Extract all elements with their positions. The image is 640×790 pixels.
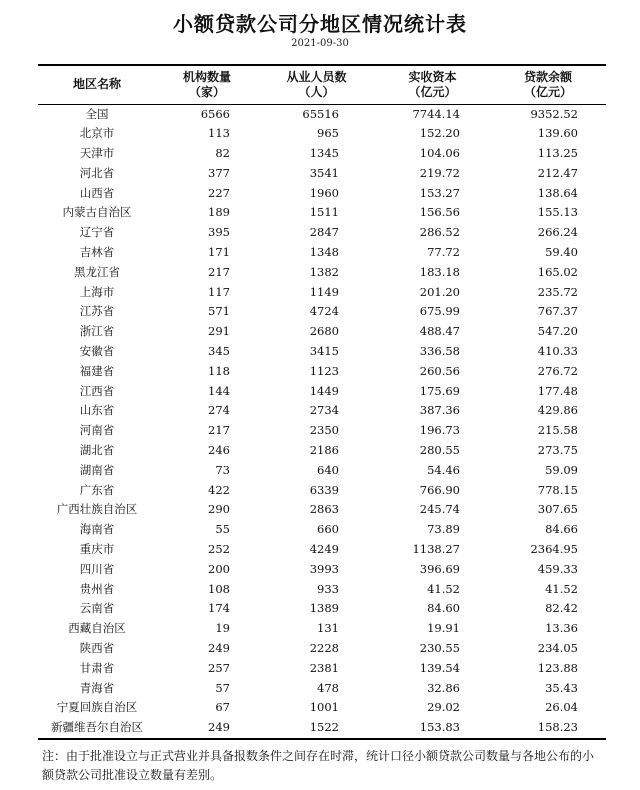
employees-cell: 1960 <box>309 185 339 200</box>
institutions-cell: 67 <box>215 700 230 715</box>
loan-balance-cell: 9352.52 <box>530 106 578 121</box>
table-row <box>38 362 606 382</box>
paid-in-capital-cell: 19.91 <box>427 621 460 636</box>
paid-in-capital-cell: 280.55 <box>419 443 460 458</box>
paid-in-capital-cell: 219.72 <box>419 165 460 180</box>
table-row <box>38 124 606 144</box>
employees-cell: 1511 <box>309 205 339 220</box>
column-header-institutions <box>156 65 258 104</box>
region-cell: 湖北省 <box>79 443 115 458</box>
institutions-cell: 345 <box>208 344 230 359</box>
loan-balance-cell: 2364.95 <box>530 542 578 557</box>
loan-balance-cell: 307.65 <box>537 502 578 517</box>
region-cell: 宁夏回族自治区 <box>56 700 138 715</box>
paid-in-capital-cell: 336.58 <box>419 344 460 359</box>
paid-in-capital-cell: 488.47 <box>419 324 460 339</box>
institutions-cell: 217 <box>208 423 230 438</box>
institutions-cell: 174 <box>208 601 230 616</box>
table-row <box>38 322 606 342</box>
table-row <box>38 302 606 322</box>
institutions-cell: 422 <box>208 482 230 497</box>
institutions-cell: 118 <box>208 363 230 378</box>
region-cell: 广东省 <box>79 482 115 497</box>
employees-cell: 3415 <box>309 344 339 359</box>
employees-cell: 131 <box>317 621 339 636</box>
employees-cell: 1389 <box>309 601 339 616</box>
table-row <box>38 639 606 659</box>
paid-in-capital-cell: 153.27 <box>419 185 460 200</box>
institutions-cell: 291 <box>208 324 230 339</box>
loan-balance-cell: 273.75 <box>537 443 578 458</box>
loan-balance-cell: 459.33 <box>537 561 578 576</box>
region-cell: 浙江省 <box>79 324 115 339</box>
table-row <box>38 461 606 481</box>
region-cell: 江西省 <box>79 383 115 398</box>
paid-in-capital-cell: 245.74 <box>419 502 460 517</box>
employees-cell: 6339 <box>309 482 339 497</box>
paid-in-capital-cell: 1138.27 <box>412 542 460 557</box>
employees-cell: 2350 <box>309 423 339 438</box>
region-cell: 黑龙江省 <box>74 264 120 279</box>
employees-cell: 2381 <box>309 660 339 675</box>
table-row <box>38 203 606 223</box>
region-cell: 江苏省 <box>79 304 115 319</box>
region-cell: 山西省 <box>79 185 115 200</box>
institutions-cell: 227 <box>208 185 230 200</box>
institutions-cell: 200 <box>208 561 230 576</box>
employees-cell: 1522 <box>309 720 339 735</box>
institutions-cell: 171 <box>208 245 230 260</box>
table-row <box>38 164 606 184</box>
loan-balance-cell: 123.88 <box>537 660 578 675</box>
employees-cell: 478 <box>317 680 339 695</box>
institutions-cell: 108 <box>208 581 230 596</box>
institutions-cell: 144 <box>208 383 230 398</box>
employees-cell: 2734 <box>309 403 339 418</box>
table-row <box>38 144 606 164</box>
table-row <box>38 382 606 402</box>
region-cell: 辽宁省 <box>79 225 115 240</box>
loan-balance-cell: 276.72 <box>537 363 578 378</box>
employees-cell: 933 <box>317 581 339 596</box>
region-cell: 四川省 <box>79 561 115 576</box>
column-header-region <box>38 65 156 104</box>
employees-cell: 2847 <box>309 225 339 240</box>
region-cell: 北京市 <box>79 126 115 141</box>
paid-in-capital-cell: 152.20 <box>419 126 460 141</box>
report-date: 2021-09-30 <box>291 38 349 49</box>
paid-in-capital-cell: 201.20 <box>419 284 460 299</box>
paid-in-capital-cell: 387.36 <box>419 403 460 418</box>
loan-balance-cell: 59.09 <box>545 462 578 477</box>
employees-cell: 4249 <box>309 542 339 557</box>
loan-balance-cell: 266.24 <box>537 225 578 240</box>
column-header-label: 机构数量 <box>182 69 231 84</box>
institutions-cell: 113 <box>208 126 230 141</box>
loan-balance-cell: 235.72 <box>537 284 578 299</box>
region-cell: 陕西省 <box>79 641 115 656</box>
paid-in-capital-cell: 396.69 <box>419 561 460 576</box>
column-header-employees <box>258 65 375 104</box>
region-cell: 安徽省 <box>79 344 115 359</box>
paid-in-capital-cell: 139.54 <box>419 660 460 675</box>
table-row <box>38 342 606 362</box>
table-row <box>38 560 606 580</box>
paid-in-capital-cell: 29.02 <box>427 700 460 715</box>
table-body <box>38 104 606 739</box>
paid-in-capital-cell: 7744.14 <box>412 106 460 121</box>
paid-in-capital-cell: 766.90 <box>419 482 460 497</box>
region-cell: 贵州省 <box>79 581 115 596</box>
loan-balance-cell: 41.52 <box>545 581 578 596</box>
loan-balance-cell: 429.86 <box>537 403 578 418</box>
column-header-unit: （亿元） <box>408 84 457 99</box>
employees-cell: 3993 <box>309 561 339 576</box>
employees-cell: 4724 <box>309 304 339 319</box>
loan-balance-cell: 113.25 <box>537 146 578 161</box>
institutions-cell: 377 <box>208 165 230 180</box>
region-cell: 全国 <box>85 106 109 121</box>
table-row <box>38 520 606 540</box>
paid-in-capital-cell: 32.86 <box>427 680 460 695</box>
loan-balance-cell: 59.40 <box>545 245 578 260</box>
loan-balance-cell: 212.47 <box>537 165 578 180</box>
table-header-row <box>38 65 606 104</box>
institutions-cell: 73 <box>215 462 230 477</box>
paid-in-capital-cell: 153.83 <box>419 720 460 735</box>
table-row <box>38 619 606 639</box>
loan-balance-cell: 158.23 <box>537 720 578 735</box>
paid-in-capital-cell: 73.89 <box>427 522 460 537</box>
table-row <box>38 718 606 739</box>
loan-balance-cell: 82.42 <box>545 601 578 616</box>
loan-balance-cell: 778.15 <box>537 482 578 497</box>
region-cell: 新疆维吾尔自治区 <box>51 720 143 735</box>
employees-cell: 2863 <box>309 502 339 517</box>
paid-in-capital-cell: 77.72 <box>427 245 460 260</box>
loan-balance-cell: 165.02 <box>537 264 578 279</box>
loan-balance-cell: 35.43 <box>545 680 578 695</box>
region-cell: 内蒙古自治区 <box>62 205 132 220</box>
region-cell: 河南省 <box>79 423 115 438</box>
table-row <box>38 698 606 718</box>
table-row <box>38 580 606 600</box>
employees-cell: 640 <box>317 462 339 477</box>
column-header-unit: （人） <box>298 84 335 99</box>
institutions-cell: 55 <box>215 522 230 537</box>
column-header-label: 实收资本 <box>408 69 457 84</box>
region-cell: 吉林省 <box>79 245 115 260</box>
institutions-cell: 249 <box>208 720 230 735</box>
table-row <box>38 104 606 124</box>
institutions-cell: 19 <box>215 621 230 636</box>
institutions-cell: 290 <box>208 502 230 517</box>
employees-cell: 2228 <box>309 641 339 656</box>
table-row <box>38 540 606 560</box>
loan-balance-cell: 26.04 <box>545 700 578 715</box>
paid-in-capital-cell: 286.52 <box>419 225 460 240</box>
region-cell: 广西壮族自治区 <box>56 502 138 517</box>
employees-cell: 1001 <box>309 700 339 715</box>
paid-in-capital-cell: 104.06 <box>419 146 460 161</box>
region-cell: 河北省 <box>79 165 115 180</box>
region-cell: 海南省 <box>79 522 115 537</box>
paid-in-capital-cell: 156.56 <box>419 205 460 220</box>
column-header-unit: （亿元） <box>523 84 572 99</box>
institutions-cell: 571 <box>208 304 230 319</box>
loan-balance-cell: 138.64 <box>537 185 578 200</box>
table-row <box>38 184 606 204</box>
employees-cell: 2186 <box>309 443 339 458</box>
institutions-cell: 6566 <box>200 106 230 121</box>
institutions-cell: 57 <box>215 680 230 695</box>
loan-balance-cell: 547.20 <box>537 324 578 339</box>
column-header-label: 从业人员数 <box>286 69 347 84</box>
employees-cell: 1382 <box>309 264 339 279</box>
institutions-cell: 117 <box>208 284 230 299</box>
employees-cell: 660 <box>317 522 339 537</box>
employees-cell: 3541 <box>309 165 339 180</box>
institutions-cell: 217 <box>208 264 230 279</box>
loan-balance-cell: 139.60 <box>537 126 578 141</box>
employees-cell: 1345 <box>309 146 339 161</box>
loan-balance-cell: 767.37 <box>537 304 578 319</box>
column-header-label: 地区名称 <box>72 77 121 92</box>
region-cell: 云南省 <box>79 601 115 616</box>
table-row <box>38 263 606 283</box>
table-row <box>38 679 606 699</box>
page-title: 小额贷款公司分地区情况统计表 <box>173 12 467 36</box>
paid-in-capital-cell: 675.99 <box>419 304 460 319</box>
paid-in-capital-cell: 230.55 <box>419 641 460 656</box>
institutions-cell: 395 <box>208 225 230 240</box>
paid-in-capital-cell: 260.56 <box>419 363 460 378</box>
region-cell: 重庆市 <box>79 542 115 557</box>
employees-cell: 2680 <box>309 324 339 339</box>
region-cell: 青海省 <box>79 680 115 695</box>
loan-balance-cell: 155.13 <box>537 205 578 220</box>
paid-in-capital-cell: 54.46 <box>427 462 460 477</box>
institutions-cell: 82 <box>215 146 230 161</box>
institutions-cell: 274 <box>208 403 230 418</box>
institutions-cell: 249 <box>208 641 230 656</box>
region-cell: 福建省 <box>79 363 115 378</box>
table-row <box>38 659 606 679</box>
column-header-unit: （家） <box>188 84 225 99</box>
region-cell: 天津市 <box>79 146 115 161</box>
loan-balance-cell: 84.66 <box>545 522 578 537</box>
table-row <box>38 283 606 303</box>
paid-in-capital-cell: 175.69 <box>419 383 460 398</box>
employees-cell: 1348 <box>309 245 339 260</box>
loan-balance-cell: 13.36 <box>545 621 578 636</box>
table-row <box>38 500 606 520</box>
statistics-table <box>38 64 606 740</box>
table-row <box>38 481 606 501</box>
column-header-paid-in-capital <box>375 65 490 104</box>
institutions-cell: 252 <box>208 542 230 557</box>
paid-in-capital-cell: 196.73 <box>419 423 460 438</box>
table-row <box>38 441 606 461</box>
employees-cell: 65516 <box>302 106 339 121</box>
loan-balance-cell: 215.58 <box>537 423 578 438</box>
region-cell: 山东省 <box>79 403 115 418</box>
paid-in-capital-cell: 84.60 <box>427 601 460 616</box>
table-row <box>38 421 606 441</box>
region-cell: 西藏自治区 <box>68 621 126 636</box>
region-cell: 湖南省 <box>79 462 115 477</box>
loan-balance-cell: 410.33 <box>537 344 578 359</box>
region-cell: 上海市 <box>79 284 115 299</box>
table-row <box>38 599 606 619</box>
table-row <box>38 401 606 421</box>
paid-in-capital-cell: 41.52 <box>427 581 460 596</box>
employees-cell: 1123 <box>309 363 339 378</box>
employees-cell: 1449 <box>309 383 339 398</box>
institutions-cell: 189 <box>208 205 230 220</box>
column-header-label: 贷款余额 <box>523 69 572 84</box>
table-row <box>38 223 606 243</box>
footnote: 注：由于批准设立与正式营业并具备报数条件之间存在时滞，统计口径小额贷款公司数量与各地公布的小额贷款公司批准设立数量有差别。 <box>42 749 595 782</box>
loan-balance-cell: 234.05 <box>537 641 578 656</box>
employees-cell: 965 <box>317 126 339 141</box>
loan-balance-cell: 177.48 <box>537 383 578 398</box>
region-cell: 甘肃省 <box>79 660 115 675</box>
institutions-cell: 257 <box>208 660 230 675</box>
table-row <box>38 243 606 263</box>
paid-in-capital-cell: 183.18 <box>419 264 460 279</box>
institutions-cell: 246 <box>208 443 230 458</box>
employees-cell: 1149 <box>309 284 339 299</box>
column-header-loan-balance <box>490 65 606 104</box>
